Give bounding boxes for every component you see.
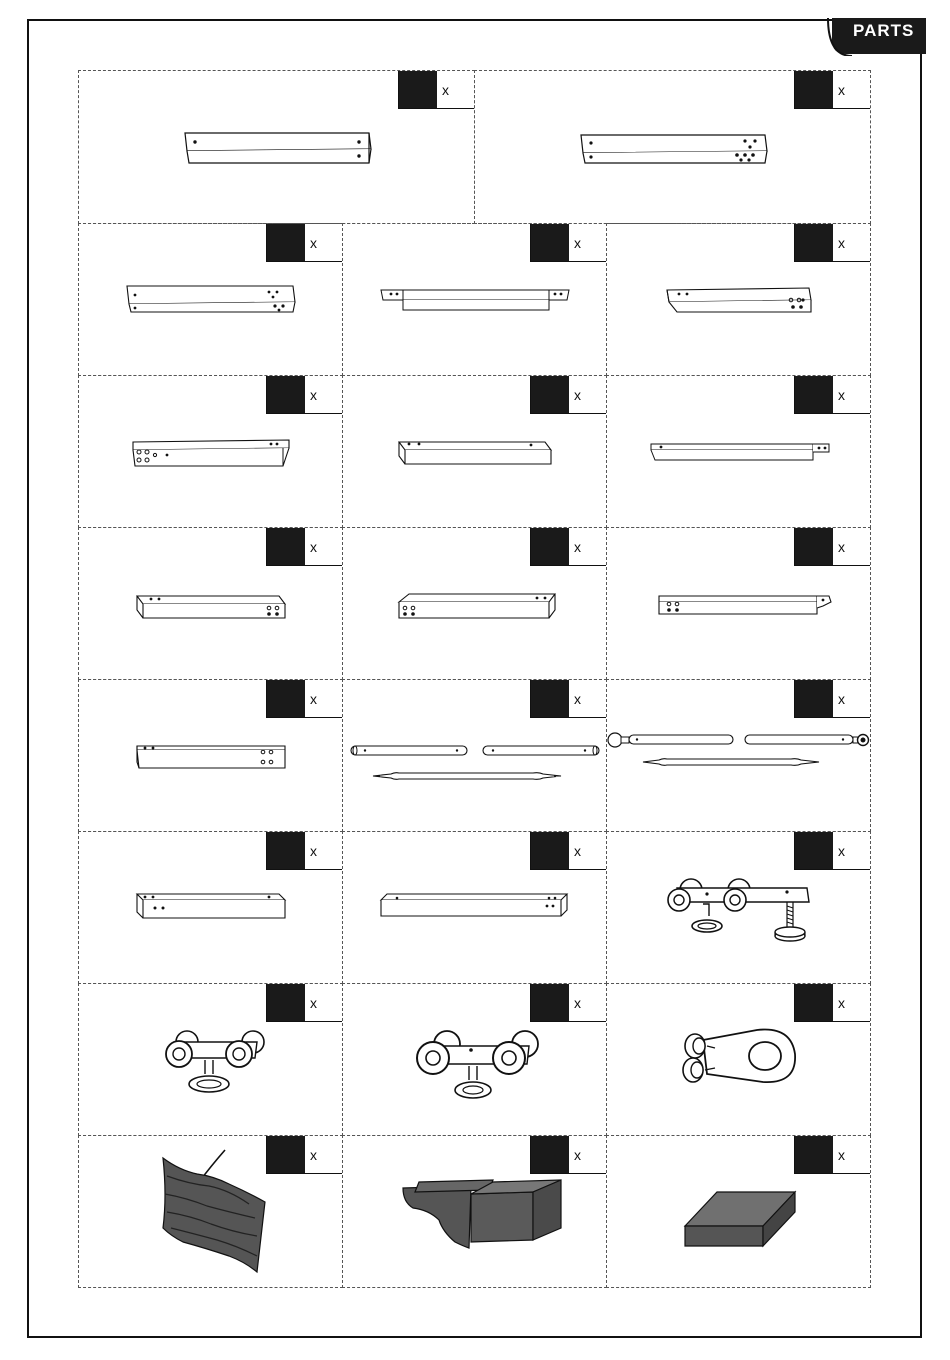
quantity-x: x xyxy=(574,690,581,707)
long-tube-rail-with-hole-pattern-icon xyxy=(475,71,872,225)
quantity-x: x xyxy=(310,994,317,1011)
quantity-x: x xyxy=(838,234,845,251)
tube-with-bent-tab-icon xyxy=(607,528,872,681)
part-cell-23 xyxy=(606,1135,871,1288)
quantity-x: x xyxy=(574,386,581,403)
eye-connector-with-roller-icon xyxy=(607,984,872,1137)
quantity-x: x xyxy=(310,842,317,859)
tube-rail-with-end-tabs-icon xyxy=(343,224,608,377)
part-cell-9 xyxy=(78,527,343,680)
part-cell-20 xyxy=(606,983,871,1136)
roller-carriage-large-icon xyxy=(343,984,608,1137)
part-cell-5 xyxy=(606,223,871,376)
long-tube-rail-icon xyxy=(79,71,476,225)
round-rods-and-tension-rod-icon xyxy=(343,680,608,833)
roller-trolley-with-adjust-screw-icon xyxy=(607,832,872,985)
part-cell-22 xyxy=(342,1135,607,1288)
quantity-x: x xyxy=(442,81,449,98)
part-cell-3 xyxy=(78,223,343,376)
quantity-x: x xyxy=(310,386,317,403)
tube-with-hole-pattern-end-icon xyxy=(79,680,344,833)
quantity-x: x xyxy=(310,1146,317,1163)
round-rods-with-knobs-and-tension-rod-icon xyxy=(607,680,872,833)
quantity-x: x xyxy=(838,538,845,555)
tube-rail-plain-icon xyxy=(343,376,608,529)
tube-with-end-holes-icon xyxy=(79,376,344,529)
part-cell-11 xyxy=(606,527,871,680)
quantity-x: x xyxy=(574,538,581,555)
short-tube-with-holes-icon xyxy=(607,224,872,377)
roller-carriage-small-icon xyxy=(79,984,344,1137)
quantity-x: x xyxy=(838,386,845,403)
rubber-pad-sheet-icon xyxy=(79,1136,344,1289)
part-cell-4 xyxy=(342,223,607,376)
part-cell-14 xyxy=(606,679,871,832)
quantity-x: x xyxy=(838,81,845,98)
part-cell-17 xyxy=(606,831,871,984)
tube-with-hole-cluster-left-icon xyxy=(343,528,608,681)
part-cell-6 xyxy=(78,375,343,528)
part-cell-13 xyxy=(342,679,607,832)
thin-tube-with-end-tab-icon xyxy=(607,376,872,529)
quantity-x: x xyxy=(574,842,581,859)
part-cell-2 xyxy=(474,70,871,224)
part-cell-1 xyxy=(78,70,475,224)
quantity-x: x xyxy=(574,1146,581,1163)
quantity-x: x xyxy=(838,690,845,707)
quantity-x: x xyxy=(310,234,317,251)
foam-block-icon xyxy=(607,1136,872,1289)
part-cell-8 xyxy=(606,375,871,528)
part-cell-7 xyxy=(342,375,607,528)
part-cell-18 xyxy=(78,983,343,1136)
part-cell-15 xyxy=(78,831,343,984)
long-tube-with-end-holes-icon xyxy=(343,832,608,985)
quantity-x: x xyxy=(310,538,317,555)
parts-tab-label: PARTS xyxy=(853,21,915,40)
quantity-x: x xyxy=(838,1146,845,1163)
tube-with-hole-cluster-icon xyxy=(79,528,344,681)
part-cell-12 xyxy=(78,679,343,832)
quantity-x: x xyxy=(838,994,845,1011)
part-cell-10 xyxy=(342,527,607,680)
quantity-x: x xyxy=(574,994,581,1011)
part-cell-19 xyxy=(342,983,607,1136)
door-stopper-blocks-icon xyxy=(343,1136,608,1289)
part-cell-16 xyxy=(342,831,607,984)
quantity-x: x xyxy=(574,234,581,251)
quantity-x: x xyxy=(310,690,317,707)
tube-rail-with-hole-pattern-icon xyxy=(79,224,344,377)
tube-with-holes-small-icon xyxy=(79,832,344,985)
part-cell-21 xyxy=(78,1135,343,1288)
quantity-x: x xyxy=(838,842,845,859)
